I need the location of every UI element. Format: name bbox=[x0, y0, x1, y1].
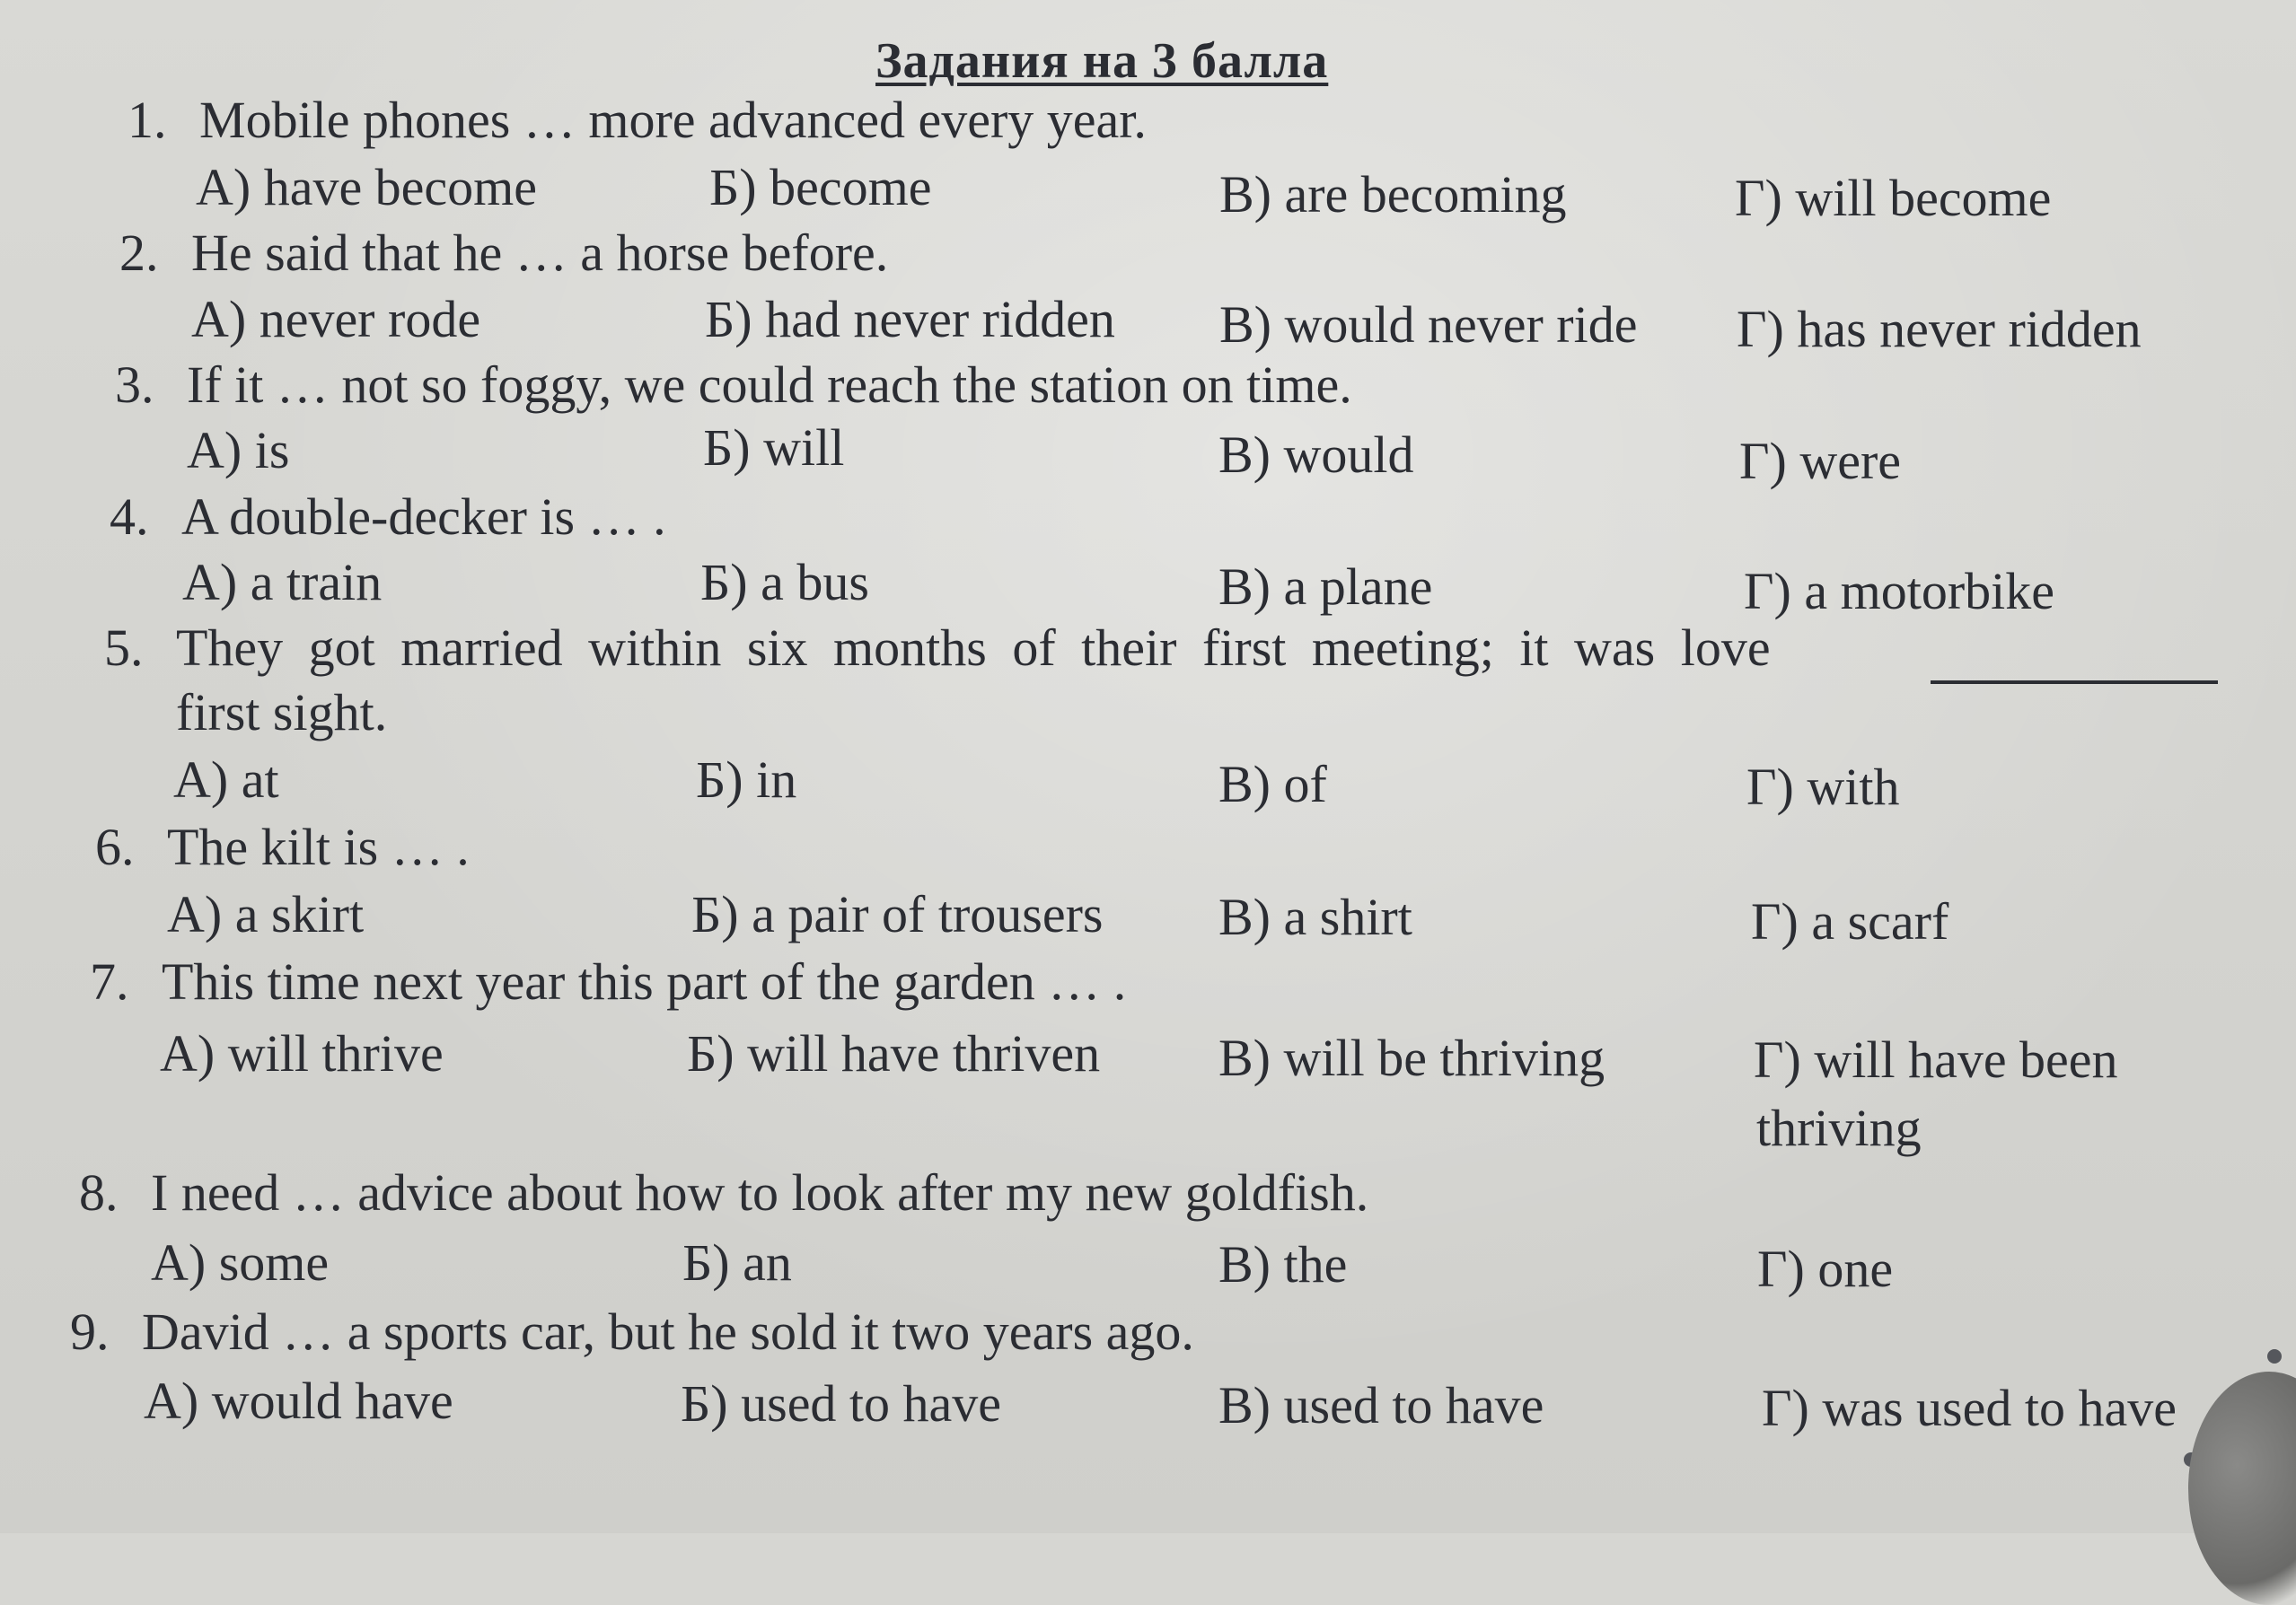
option-a: А) will thrive bbox=[160, 1024, 444, 1083]
question-8 bbox=[79, 1163, 1369, 1222]
question-number: 4. bbox=[110, 487, 149, 546]
question-9 bbox=[70, 1302, 1194, 1361]
option-a: А) have become bbox=[196, 158, 538, 216]
option-d: Г) will become bbox=[1735, 169, 2052, 227]
option-b: Б) will have thriven bbox=[687, 1024, 1101, 1083]
question-4 bbox=[110, 487, 666, 546]
option-c: В) a shirt bbox=[1218, 888, 1412, 946]
option-a: А) never rode bbox=[191, 290, 481, 348]
question-number: 8. bbox=[79, 1163, 119, 1222]
option-c: В) used to have bbox=[1218, 1376, 1544, 1434]
question-text: A double-decker is … . bbox=[181, 487, 666, 546]
option-d-continuation: thriving bbox=[1756, 1099, 1922, 1157]
question-text: He said that he … a horse before. bbox=[191, 224, 889, 282]
question-7 bbox=[90, 952, 1127, 1011]
question-text: They got married within six months of their first meeting; it was love bbox=[176, 618, 1771, 677]
option-b: Б) in bbox=[696, 750, 797, 809]
question-text: The kilt is … . bbox=[167, 818, 470, 876]
question-text: This time next year this part of the garden … . bbox=[162, 952, 1127, 1011]
question-text: If it … not so foggy, we could reach the station on time. bbox=[187, 355, 1352, 414]
option-d: Г) a scarf bbox=[1751, 892, 1949, 951]
option-b: Б) had never ridden bbox=[705, 290, 1115, 348]
question-5 bbox=[104, 618, 1771, 677]
option-a: А) a train bbox=[182, 553, 383, 611]
option-d: Г) were bbox=[1739, 432, 1902, 490]
option-c: В) will be thriving bbox=[1218, 1029, 1605, 1087]
page-title: Задания на 3 балла bbox=[875, 33, 1329, 89]
question-text: David … a sports car, but he sold it two years ago. bbox=[142, 1302, 1194, 1361]
option-b: Б) used to have bbox=[681, 1374, 1002, 1433]
option-b: Б) a pair of trousers bbox=[691, 885, 1104, 943]
option-d: Г) one bbox=[1757, 1240, 1894, 1298]
question-2 bbox=[119, 224, 889, 282]
question-text: I need … advice about how to look after my new goldfish. bbox=[151, 1163, 1369, 1222]
question-number: 1. bbox=[128, 91, 167, 149]
option-d: Г) has never ridden bbox=[1737, 300, 2142, 358]
option-d: Г) will have been bbox=[1754, 1031, 2118, 1089]
answer-blank bbox=[1931, 680, 2218, 684]
option-d: Г) a motorbike bbox=[1744, 562, 2054, 620]
question-3 bbox=[115, 355, 1352, 414]
option-b: Б) become bbox=[709, 158, 932, 216]
option-c: В) would never ride bbox=[1219, 295, 1638, 354]
question-number: 9. bbox=[70, 1302, 110, 1361]
option-c: В) are becoming bbox=[1219, 165, 1567, 224]
option-b: Б) a bus bbox=[700, 553, 869, 611]
question-continuation: first sight. bbox=[176, 683, 388, 741]
option-c: В) a plane bbox=[1218, 557, 1433, 616]
option-a: А) at bbox=[173, 750, 279, 809]
question-number: 3. bbox=[115, 355, 154, 414]
finger-shadow bbox=[2188, 1372, 2296, 1605]
question-number: 5. bbox=[104, 618, 144, 677]
option-a: А) some bbox=[151, 1233, 330, 1292]
option-b: Б) an bbox=[682, 1233, 792, 1292]
option-a: А) would have bbox=[144, 1372, 453, 1430]
question-number: 7. bbox=[90, 952, 129, 1011]
question-number: 2. bbox=[119, 224, 159, 282]
option-a: А) a skirt bbox=[167, 885, 365, 943]
option-a: А) is bbox=[187, 421, 290, 479]
option-c: В) the bbox=[1218, 1235, 1348, 1294]
ink-dot bbox=[2267, 1349, 2282, 1364]
option-b: Б) will bbox=[703, 418, 845, 477]
question-6 bbox=[95, 818, 470, 876]
option-c: В) would bbox=[1218, 425, 1414, 484]
question-number: 6. bbox=[95, 818, 135, 876]
option-d: Г) with bbox=[1746, 758, 1900, 816]
option-d: Г) was used to have bbox=[1762, 1379, 2177, 1437]
question-1 bbox=[128, 91, 1147, 149]
option-c: В) of bbox=[1218, 755, 1327, 813]
question-text: Mobile phones … more advanced every year. bbox=[199, 91, 1147, 149]
